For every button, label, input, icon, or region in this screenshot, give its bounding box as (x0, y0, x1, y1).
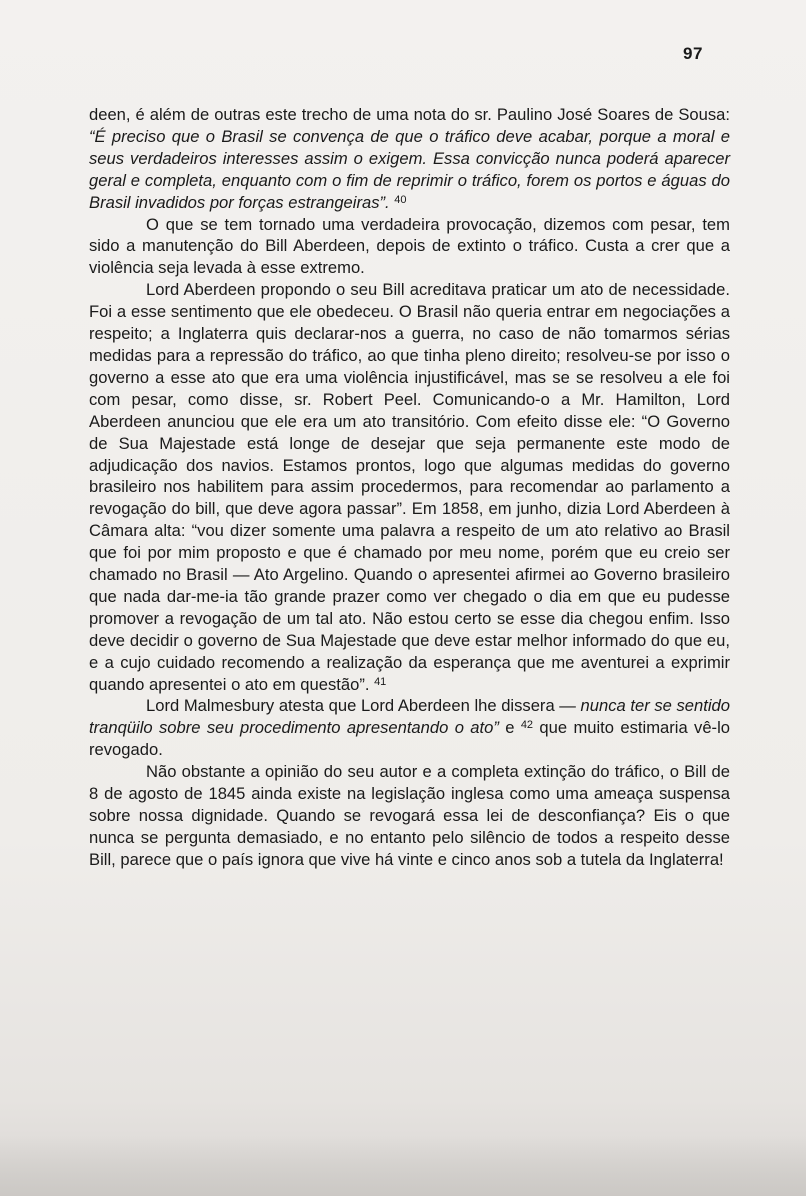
page-number: 97 (683, 44, 703, 63)
text-run: Lord Aberdeen propondo o seu Bill acreditava praticar um ato de necessidade. Foi a esse sentimento que ele obedeceu. O Brasil não queria entrar em negociações a respeito; a Inglaterra quis declarar-nos a guerra, no caso de não tomarmos sérias medidas para a repressão do tráfico, ao que tinha pleno direito; resolveu-se por isso o governo a esse ato que era uma violência injustificável, mas se se resolveu a ele foi com pesar, como disse, sr. Robert Peel. Comunicando-o a Mr. Hamilton, Lord Aberdeen anunciou que ele era um ato transitório. Com efeito disse ele: “O Governo de Sua Majestade está longe de desejar que seja permanente este modo de adjudicação dos navios. Estamos prontos, logo que algumas medidas do governo brasileiro nos habilitem para assim procedermos, para recomendar ao parlamento a revogação do bill, que deve agora passar”. Em 1858, em junho, dizia Lord Aberdeen à Câmara alta: “vou dizer somente uma palavra a respeito de um ato relativo ao Brasil que foi por mim proposto e que é chamado por meu nome, porém que eu creio ser chamado no Brasil — Ato Argelino. Quando o apresentei afirmei ao Governo brasileiro que nada dar-me-ia tão grande prazer como ver chegado o dia em que eu pudesse promover a revogação de um tal ato. Não estou certo se esse dia chegou enfim. Isso deve decidir o governo de Sua Majestade que deve estar melhor informado do que eu, e a cujo cuidado recomendo a realização da esperança que me aventurei a exprimir quando apresentei o ato em questão”. (89, 280, 730, 694)
page-shadow (0, 1136, 806, 1196)
text-run: e (498, 718, 521, 738)
paragraph (89, 695, 730, 761)
paragraph (89, 761, 730, 871)
body-text (89, 104, 730, 871)
text-run: Lord Malmesbury atesta que Lord Aberdeen lhe dissera — (146, 696, 581, 716)
paragraph (89, 214, 730, 280)
text-run: Não obstante a opinião do seu autor e a completa extinção do tráfico, o Bill de 8 de agosto de 1845 ainda existe na legislação inglesa como uma ameaça suspensa sobre nossa dignidade. Quando se revogará essa lei de desconfiança? Eis o que nunca se pergunta demasiado, e no entanto pelo silêncio de todos a respeito desse Bill, parece que o país ignora que vive há vinte e cinco anos sob a tutela da Inglaterra! (89, 762, 730, 869)
paragraph (89, 279, 730, 695)
footnote-marker: 42 (520, 719, 534, 732)
italic-quote: nunca ter se sentido tranqüilo sobre seu procedimento apresentando o ato” (89, 696, 730, 738)
text-run: deen, é além de outras este trecho de uma nota do sr. Paulino José Soares de Sousa: (89, 105, 730, 124)
text-run: que muito estimaria vê-lo revogado. (89, 718, 731, 760)
text-run: O que se tem tornado uma verdadeira provocação, dizemos com pesar, tem sido a manutenção do Bill Aberdeen, depois de extinto o tráfico. Custa a crer que a violência seja levada à esse extremo. (89, 214, 730, 278)
italic-quote: “É preciso que o Brasil se convença de que o tráfico deve acabar, porque a moral e seus verdadeiros interesses assim o exigem. Essa convicção nunca poderá aparecer geral e completa, enquanto com o fim de reprimir o tráfico, forem os portos e águas do Brasil invadidos por forças estrangeiras”. (89, 126, 730, 212)
paragraph (89, 104, 730, 214)
footnote-marker: 40 (394, 193, 407, 206)
footnote-marker: 41 (374, 675, 387, 688)
